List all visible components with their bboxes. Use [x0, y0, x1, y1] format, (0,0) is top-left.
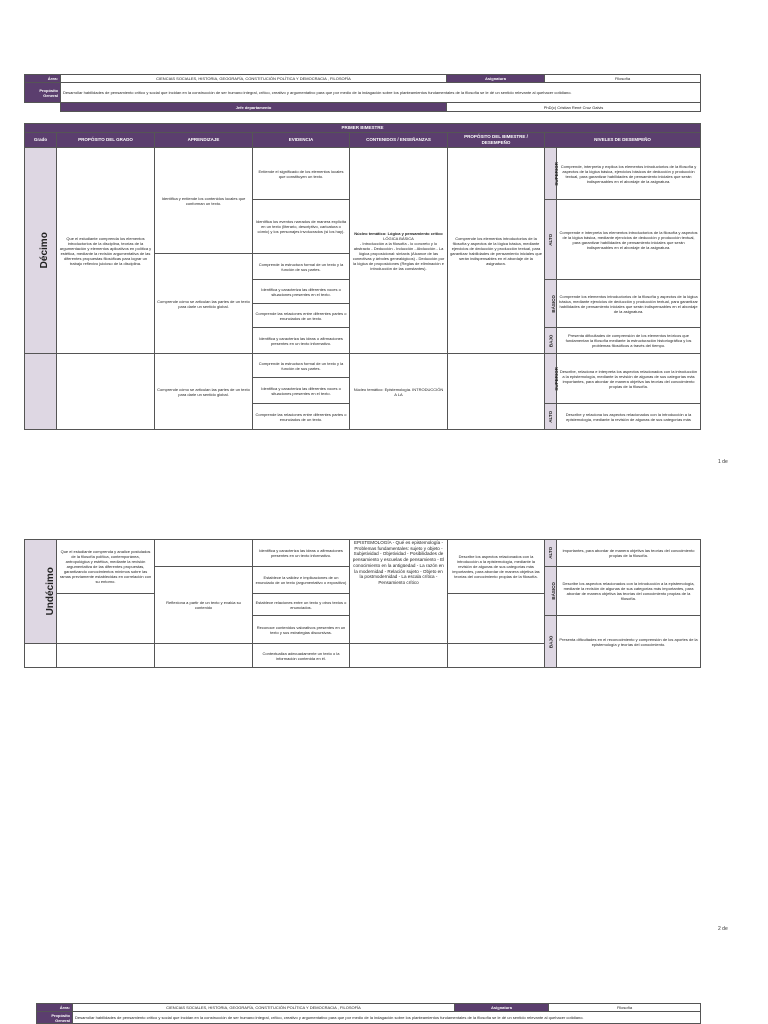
undecimo-evidencia-3: Establece relaciones entre un texto y otros textos o enunciados.: [253, 594, 350, 616]
p2-nivel-alto-text: importantes, para abordar de manera objetiva las teorías del conocimiento propias de la filosofía.: [557, 540, 701, 567]
page2-table: [24, 539, 701, 668]
p3-area-value: CIENCIAS SOCIALES, HISTORIA, GEOGRAFÍA, CONSTITUCIÓN POLÍTICA Y DEMOCRACIA , FILOSOFÍA: [73, 1004, 455, 1012]
page3-header-table: [36, 1003, 701, 1024]
nivel-bajo-label: BAJO: [545, 328, 557, 354]
nivel-basico-label: BÁSICO: [545, 280, 557, 328]
page1-table: [24, 123, 701, 430]
col-niveles: NIVELES DE DESEMPEÑO: [545, 133, 701, 148]
area-label: Área:: [25, 75, 61, 83]
p3-asignatura-label: Asignatura: [455, 1004, 549, 1012]
jefe-value: PhD(c) Cristian René Cruz Galvis: [447, 103, 701, 112]
col-grado: Grado: [25, 133, 57, 148]
decimo-aprendizaje-1: Identifica y entiende los contenidos locales que conforman un texto.: [155, 148, 253, 254]
header-table: [24, 74, 701, 112]
proposito-value: Desarrollar habilidades de pensamiento crítico y social que incidan en la construcción de ser humano integral, crítico, creativo y argumentativo para que por medio de la indagación sobre los planteamientos fundamentales de la filosofía se le dé un sentido relevante al quehacer cotidiano.: [61, 83, 701, 103]
asignatura-label: Asignatura: [447, 75, 545, 83]
page2-table-wrap: [24, 539, 700, 675]
grade-undecimo: Undécimo: [25, 540, 57, 644]
asignatura-value: Filosofía: [545, 75, 701, 83]
area-value: CIENCIAS SOCIALES, HISTORIA, GEOGRAFÍA, CONSTITUCIÓN POLÍTICA Y DEMOCRACIA , FILOSOFÍA: [61, 75, 447, 83]
nivel-basico-text: Comprende los elementos introductorios de la filosofía y aspectos de la lógica básica, mediante ejercicios de deducción y producción textual, para garantizar habilidades de pensamiento iniciales que serán indispensables en el abordaje de la asignatura.: [557, 280, 701, 328]
undecimo-contenidos: EPISTEMOLOGÍA - Qué es epistemología - Problemas fundamentales: sujeto y objeto - Subjetividad - Objetividad - Posibilidades de pensamiento y escuelas de pensamiento - El conocimiento en la antigüedad - La razón en la modernidad - Relación sujeto - Objeto en la postmodernidad - La escala crítica - Pensamiento crítico: [350, 540, 448, 644]
p1-nivel-superior-label: SUPERIOR: [545, 354, 557, 404]
nivel-bajo-text: Presenta dificultades de comprensión de los elementos teóricos que fundamentan la filosofía mediante la estructuración historiográfica y los problemas filosóficos a través del tiempo.: [557, 328, 701, 354]
decimo-aprendizaje-2: Comprende cómo se articulan las partes de un texto para darle un sentido global.: [155, 254, 253, 354]
decimo-evidencia-6: Identifica y caracteriza las ideas o afirmaciones presentes en un texto informativo.: [253, 328, 350, 354]
undecimo-aprendizaje: Reflexiona a partir de un texto y evalúa su contenido: [155, 567, 253, 644]
decimo-contenidos-title2: LÓGICA BÁSICA: [383, 235, 414, 241]
col-proposito-bimestre: PROPÓSITO DEL BIMESTRE / DESEMPEÑO: [448, 133, 545, 148]
undecimo-proposito: Que el estudiante comprenda y analice postulados de la filosofía política, contemporánea, antropológica y estética, mediante la revisión argumentativa de las diferentes propuestas, garantizando conocimientos mínimos sobre las ramas previamente establecidas en correlación con su entorno.: [57, 540, 155, 594]
jefe-label: Jefe departamento: [61, 103, 447, 112]
undecimo-evidencia-2: Establece la validez e implicaciones de un enunciado de un texto (argumentativo o expositivo): [253, 567, 350, 594]
section-title: PRIMER BIMESTRE: [25, 124, 701, 133]
undecimo-proposito-bimestre: Describe los aspectos relacionados con la introducción a la epistemología, mediante la revisión de algunas de sus categorías más importantes, para abordar de manera objetiva las teorías del conocimiento propias de la filosofía.: [448, 540, 545, 594]
p2-nivel-bajo-text: Presenta dificultades en el reconocimiento y comprensión de los aportes de la epistemología y teorías del conocimiento.: [557, 616, 701, 668]
undecimo-evidencia-1: Identifica y caracteriza las ideas o afirmaciones presentes en un texto informativo.: [253, 540, 350, 567]
p3-asignatura-value: Filosofía: [549, 1004, 701, 1012]
p2-nivel-basico-text: Describe los aspectos relacionados con la introducción a la epistemología, mediante la revisión de algunas de sus categorías más importantes, para abordar de manera objetiva las teorías del conocimiento propias de la filosofía.: [557, 567, 701, 616]
decimo-evidencia-3: Comprende la estructura formal de un texto y la función de sus partes.: [253, 254, 350, 280]
col-contenidos: CONTENIDOS / ENSEÑANZAS: [350, 133, 448, 148]
nivel-superior-label: SUPERIOR: [545, 148, 557, 200]
decimo-evidencia-2: Identifica los eventos narrados de manera explícita en un texto (literario, descriptivo, caricatura o cómic) y los personajes involucrados (si los hay).: [253, 200, 350, 254]
proposito-label: Propósito General: [25, 83, 61, 103]
grade-decimo: Décimo: [25, 148, 57, 354]
col-proposito-grado: PROPÓSITO DEL GRADO: [57, 133, 155, 148]
p3-area-label: Área:: [37, 1004, 73, 1012]
p3-proposito-value: Desarrollar habilidades de pensamiento crítico y social que incidan en la construcción de ser humano integral, crítico, creativo y argumentativo para que por medio de la indagación sobre los planteamientos fundamentales de la filosofía se le dé un sentido relevante al quehacer cotidiano.: [73, 1012, 701, 1024]
undecimo-p1-evidencia-3: Comprende las relaciones entre diferentes partes o enunciados de un texto.: [253, 404, 350, 430]
decimo-proposito-bimestre: Comprende los elementos introductorios de la filosofía y aspectos de la lógica básica, mediante ejercicios de deducción y producción textual, para garantizar habilidades de pensamiento iniciales que serán indispensables en el abordaje de la asignatura.: [448, 148, 545, 354]
decimo-evidencia-4: Identifica y caracteriza las diferentes voces o situaciones presentes en el texto.: [253, 280, 350, 304]
undecimo-p1-aprendizaje: Comprende cómo se articulan las partes de un texto para darle un sentido global.: [155, 354, 253, 430]
page2-number: 2 de: [718, 926, 728, 932]
p1-nivel-superior-text: Describe, relaciona e interpreta los aspectos relacionados con la introducción a la epistemología, mediante la revisión de algunas de sus categorías más importantes, para abordar de manera objetiva las teorías del conocimiento propias de la filosofía.: [557, 354, 701, 404]
undecimo-p1-evidencia-2: Identifica y caracteriza las diferentes voces o situaciones presentes en el texto.: [253, 378, 350, 404]
undecimo-evidencia-4: Reconoce contenidos valorativos presentes en un texto y sus estrategias discursivas.: [253, 616, 350, 644]
col-aprendizaje: APRENDIZAJE: [155, 133, 253, 148]
decimo-contenidos: [350, 148, 448, 354]
decimo-contenidos-body: - Introducción a la filosofía - lo concreto y lo abstracto - Deducción - Inducción - Abducción - La lógica proposicional: sintaxis (Alcance de las conectivas y árboles genealógicos) - Deducción por la lógica de proposiciones (Reglas de eliminación e introducción de las constantes).: [352, 240, 445, 271]
col-evidencia: EVIDENCIA: [253, 133, 350, 148]
p2-nivel-basico-label: BÁSICO: [545, 567, 557, 616]
undecimo-p1-evidencia-1: Comprende la estructura formal de un texto y la función de sus partes.: [253, 354, 350, 378]
nivel-alto-text: Comprende e interpreta los elementos introductorios de la filosofía y aspectos de la lógica básica, mediante ejercicios de deducción y producción textual, para garantizar habilidades de pensamiento iniciales que serán indispensables en el abordaje de la asignatura.: [557, 200, 701, 280]
p2-nivel-bajo-label: BAJO: [545, 616, 557, 668]
decimo-contenidos-title: Núcleo temático: Lógica y pensamiento crítico: [354, 230, 443, 236]
page1-number: 1 de: [718, 459, 728, 465]
p1-nivel-alto-text: Describe y relaciona los aspectos relacionados con la introducción a la epistemología, mediante la revisión de algunas de sus categorías más: [557, 404, 701, 430]
undecimo-p1-contenidos: Núcleo temático: Epistemología. INTRODUCCIÓN A LA: [350, 354, 448, 430]
decimo-evidencia-1: Entiende el significado de los elementos locales que constituyen un texto.: [253, 148, 350, 200]
nivel-superior-text: Comprende, interpreta y explica los elementos introductorios de la filosofía y aspectos de la lógica básica, ejercicios básicos de deducción y producción textual, para garantizar habilidades de pensamiento iniciales que serán indispensables en el abordaje de la asignatura.: [557, 148, 701, 200]
page1-table-wrap: [24, 123, 700, 437]
p1-nivel-alto-label: ALTO: [545, 404, 557, 430]
p2-nivel-alto-label: ALTO: [545, 540, 557, 567]
decimo-evidencia-5: Comprende las relaciones entre diferentes partes o enunciados de un texto.: [253, 304, 350, 328]
p3-proposito-label: Propósito General: [37, 1012, 73, 1024]
undecimo-evidencia-5: Contextualiza adecuadamente un texto o la información contenida en él.: [253, 644, 350, 668]
nivel-alto-label: ALTO: [545, 200, 557, 280]
decimo-proposito: Que el estudiante comprenda los elementos introductorios de la disciplina, teorías de la argumentación y elementos aplicativos en política y estética, mediante la revisión argumentativa de las diferentes propuestas filosóficas para lograr un trabajo reflexivo juicioso de la disciplina.: [57, 148, 155, 354]
